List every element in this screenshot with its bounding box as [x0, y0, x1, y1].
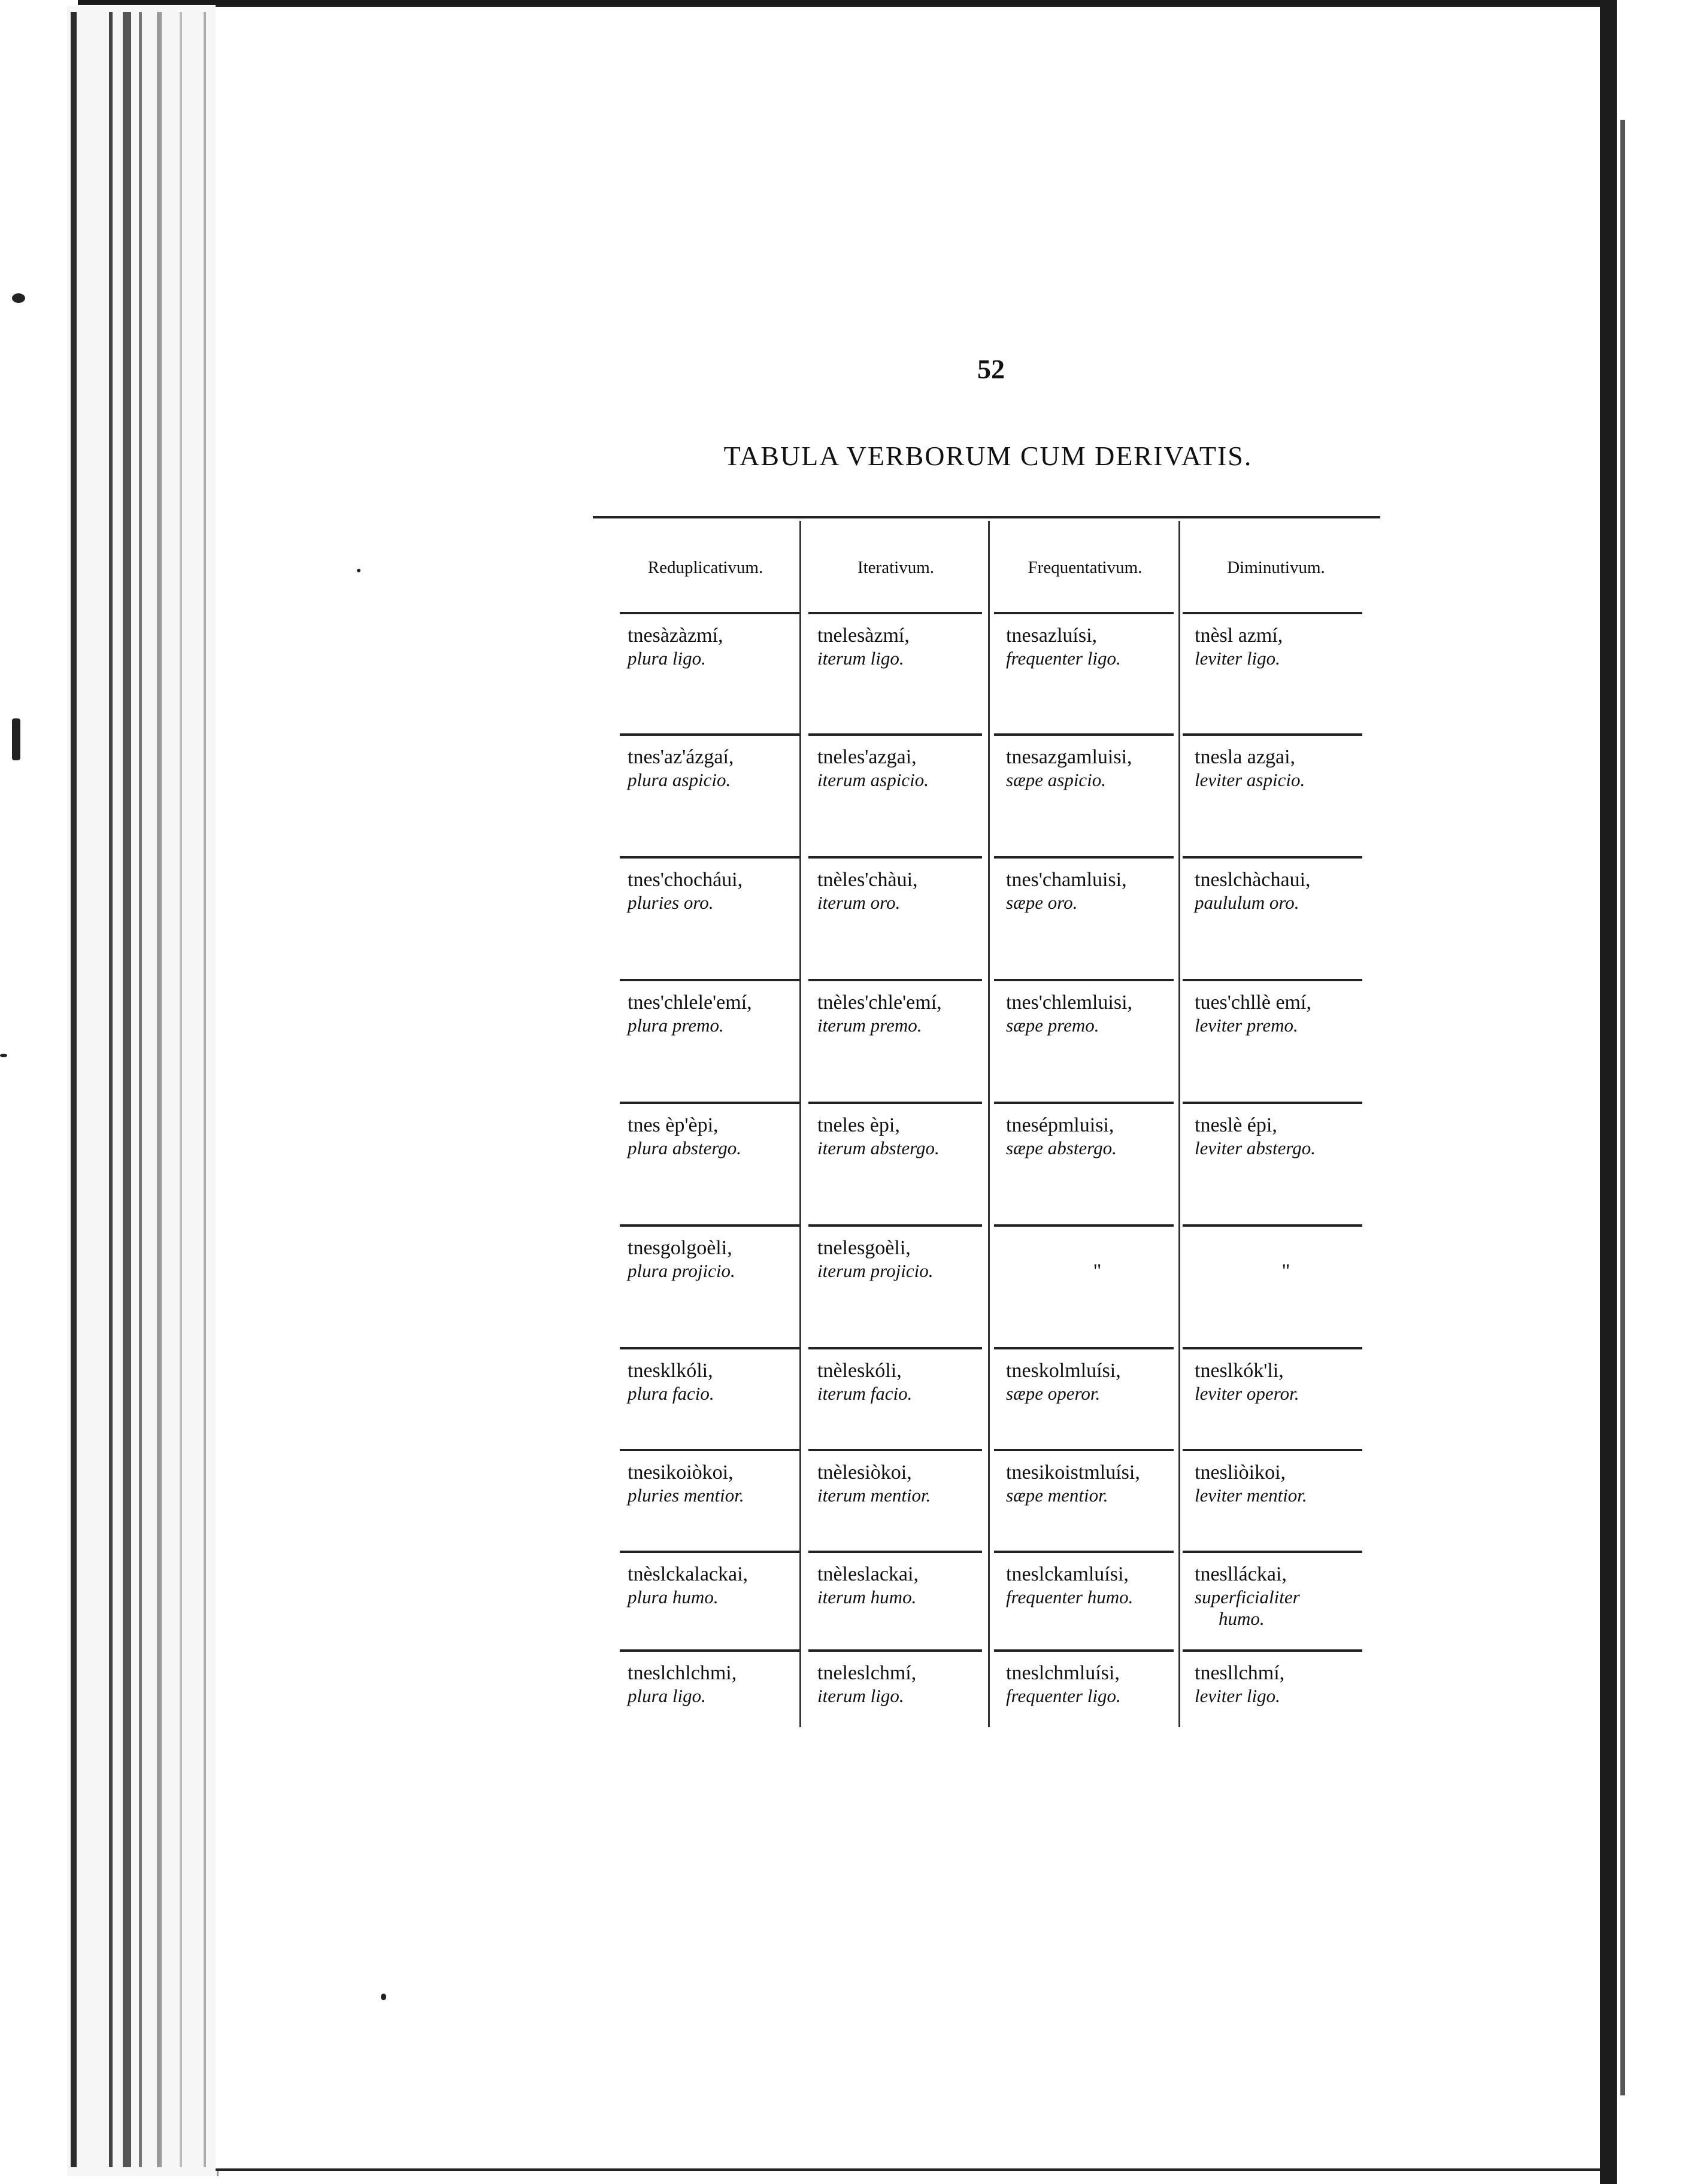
- table-cell: [1195, 1359, 1377, 1405]
- cell-gloss: iterum facio.: [817, 1383, 913, 1404]
- cell-word: tnèsl azmí,: [1195, 624, 1283, 647]
- cell-word: tnesliòikoi,: [1195, 1461, 1286, 1484]
- row-rule: [994, 733, 1174, 736]
- row-rule: [994, 1551, 1174, 1553]
- table-cell: [628, 624, 810, 669]
- cell-word: tnes'az'ázgaí,: [628, 746, 734, 768]
- table-cell: [1006, 1359, 1189, 1405]
- row-rule: [620, 1224, 799, 1227]
- row-rule: [620, 979, 799, 981]
- cell-word: tnes'chlele'emí,: [628, 991, 752, 1014]
- table-cell: [1195, 991, 1377, 1036]
- cell-word: tnèleskóli,: [817, 1360, 902, 1382]
- scan-speck: [12, 718, 20, 760]
- page-title: TABULA VERBORUM CUM DERIVATIS.: [723, 441, 1253, 471]
- cell-gloss: plura abstergo.: [628, 1138, 742, 1158]
- cell-word: tnesllchmí,: [1195, 1662, 1285, 1684]
- right-binding-shadow: [1600, 0, 1617, 2184]
- cell-word: tnesazluísi,: [1006, 624, 1098, 647]
- row-rule: [1183, 733, 1362, 736]
- cell-gloss: iterum premo.: [817, 1015, 922, 1036]
- table-cell: [817, 1236, 1000, 1282]
- cell-gloss: sæpe mentior.: [1006, 1485, 1108, 1506]
- table-cell: [628, 868, 810, 914]
- cell-gloss: leviter ligo.: [1195, 1685, 1280, 1706]
- row-rule: [994, 1649, 1174, 1652]
- cell-gloss: iterum aspicio.: [817, 769, 929, 790]
- cell-word: tneslchàchaui,: [1195, 869, 1311, 891]
- cell-gloss: plura ligo.: [628, 1685, 706, 1706]
- row-rule: [1183, 612, 1362, 614]
- cell-word: tneslè épi,: [1195, 1114, 1277, 1136]
- table-cell: [628, 1563, 810, 1608]
- cell-word: tnesgolgoèli,: [628, 1237, 732, 1259]
- cell-gloss: leviter operor.: [1195, 1383, 1299, 1404]
- row-rule: [994, 1449, 1174, 1451]
- row-rule: [994, 1347, 1174, 1349]
- row-rule: [808, 733, 982, 736]
- cell-word: tnesla azgai,: [1195, 746, 1296, 768]
- table-cell: [1195, 745, 1377, 791]
- page-edge-line: [71, 12, 77, 2167]
- row-rule: [1183, 856, 1362, 859]
- table-cell: [817, 1359, 1000, 1405]
- page-edge-line: [180, 12, 182, 2167]
- page-sheet: [216, 5, 1605, 2171]
- row-rule: [620, 1102, 799, 1104]
- cell-gloss: iterum abstergo.: [817, 1138, 940, 1158]
- table-cell: [1006, 1563, 1189, 1608]
- cell-gloss: plura ligo.: [628, 648, 706, 669]
- cell-word: tnesklkóli,: [628, 1360, 713, 1382]
- table-cell: [1195, 1461, 1377, 1506]
- table-cell: [817, 1563, 1000, 1608]
- table-cell: [1195, 1114, 1377, 1159]
- cell-gloss: plura facio.: [628, 1383, 714, 1404]
- row-rule: [808, 1449, 982, 1451]
- cell-word: tnesikoiòkoi,: [628, 1461, 734, 1484]
- row-rule: [994, 979, 1174, 981]
- table-cell: [817, 868, 1000, 914]
- cell-gloss: iterum humo.: [817, 1587, 917, 1607]
- scan-top-edge: [78, 0, 1611, 5]
- page-edge-line: [204, 12, 206, 2167]
- ditto-mark: ": [1281, 1260, 1290, 1282]
- cell-gloss: leviter ligo.: [1195, 648, 1280, 669]
- row-rule: [994, 1102, 1174, 1104]
- row-rule: [808, 1224, 982, 1227]
- cell-gloss: plura projicio.: [628, 1260, 735, 1281]
- row-rule: [620, 856, 799, 859]
- table-top-rule: [593, 516, 1380, 518]
- cell-word: tnelesgoèli,: [817, 1237, 911, 1259]
- cell-word: tnes'chlemluisi,: [1006, 991, 1133, 1014]
- column-header-frequentativum: Frequentativum.: [1028, 558, 1143, 577]
- cell-word: tnèleslackai,: [817, 1563, 919, 1585]
- cell-word: tnesàzàzmí,: [628, 624, 723, 647]
- cell-word: tnes èp'èpi,: [628, 1114, 719, 1136]
- table-cell: [1006, 1461, 1189, 1506]
- row-rule: [1183, 1347, 1362, 1349]
- row-rule: [1183, 1102, 1362, 1104]
- cell-word: tnesazgamluisi,: [1006, 746, 1132, 768]
- table-cell: [1195, 1563, 1377, 1630]
- cell-word: tneslláckai,: [1195, 1563, 1287, 1585]
- cell-word: tneles èpi,: [817, 1114, 900, 1136]
- cell-word: tneles'azgai,: [817, 746, 917, 768]
- table-cell: [1006, 1661, 1189, 1707]
- ditto-mark: ": [1093, 1260, 1102, 1282]
- book-fore-edge: [67, 6, 219, 2176]
- cell-word: tnes'chocháui,: [628, 869, 743, 891]
- page-edge-line: [157, 12, 162, 2167]
- page-edge-line: [109, 12, 113, 2167]
- table-cell: [817, 745, 1000, 791]
- cell-gloss: frequenter humo.: [1006, 1587, 1134, 1607]
- cell-word: tneleslchmí,: [817, 1662, 917, 1684]
- page-edge-line: [139, 12, 142, 2167]
- row-rule: [1183, 1224, 1362, 1227]
- table-cell: [1195, 1661, 1377, 1707]
- page-number: 52: [977, 354, 1005, 384]
- row-rule: [1183, 979, 1362, 981]
- table-cell: [1006, 1114, 1189, 1159]
- table-cell: [628, 1461, 810, 1506]
- cell-word: tneslkók'li,: [1195, 1360, 1284, 1382]
- cell-gloss: frequenter ligo.: [1006, 1685, 1121, 1706]
- cell-gloss: sæpe aspicio.: [1006, 769, 1107, 790]
- cell-gloss: plura premo.: [628, 1015, 724, 1036]
- table-cell: [628, 745, 810, 791]
- cell-word: tnèles'chle'emí,: [817, 991, 942, 1014]
- table-cell: [1195, 624, 1377, 669]
- cell-word: tnelesàzmí,: [817, 624, 910, 647]
- table-cell: [817, 1461, 1000, 1506]
- cell-gloss: iterum mentior.: [817, 1485, 931, 1506]
- cell-word: tneslckamluísi,: [1006, 1563, 1129, 1585]
- table-cell: [628, 1359, 810, 1405]
- row-rule: [620, 733, 799, 736]
- row-rule: [620, 1551, 799, 1553]
- cell-gloss: leviter abstergo.: [1195, 1138, 1316, 1158]
- column-header-reduplicativum: Reduplicativum.: [647, 558, 763, 577]
- cell-word: tues'chllè emí,: [1195, 991, 1311, 1014]
- row-rule: [994, 612, 1174, 614]
- cell-gloss: plura aspicio.: [628, 769, 731, 790]
- cell-gloss: sæpe oro.: [1006, 892, 1078, 913]
- scan-speck: [357, 569, 360, 572]
- cell-gloss: iterum ligo.: [817, 648, 904, 669]
- cell-gloss: sæpe abstergo.: [1006, 1138, 1117, 1158]
- cell-gloss: iterum ligo.: [817, 1685, 904, 1706]
- cell-word: tnèles'chàui,: [817, 869, 918, 891]
- cell-gloss: sæpe operor.: [1006, 1383, 1101, 1404]
- cell-gloss: leviter mentior.: [1195, 1485, 1307, 1506]
- cell-word: tneskolmluísi,: [1006, 1360, 1121, 1382]
- scan-speck: [12, 293, 25, 303]
- row-rule: [808, 612, 982, 614]
- row-rule: [808, 1649, 982, 1652]
- cell-gloss: sæpe premo.: [1006, 1015, 1099, 1036]
- table-cell: [1006, 624, 1189, 669]
- scan-speck: [381, 1994, 386, 2000]
- scan-speck: [0, 1054, 7, 1057]
- cell-gloss: plura humo.: [628, 1587, 719, 1607]
- row-rule: [808, 856, 982, 859]
- table-cell: [628, 1236, 810, 1282]
- cell-gloss: iterum oro.: [817, 892, 901, 913]
- row-rule: [808, 1102, 982, 1104]
- column-header-iterativum: Iterativum.: [857, 558, 935, 577]
- table-cell: [817, 1661, 1000, 1707]
- row-rule: [808, 1551, 982, 1553]
- right-binding-line: [1620, 120, 1625, 2095]
- table-cell: [1195, 1236, 1377, 1283]
- table-cell: [1006, 868, 1189, 914]
- row-rule: [1183, 1449, 1362, 1451]
- cell-gloss-continued: humo.: [1219, 1608, 1265, 1629]
- cell-word: tneslchlchmi,: [628, 1662, 737, 1684]
- table-cell: [817, 1114, 1000, 1159]
- table-cell: [1195, 868, 1377, 914]
- row-rule: [1183, 1551, 1362, 1553]
- cell-gloss: iterum projicio.: [817, 1260, 934, 1281]
- row-rule: [620, 1649, 799, 1652]
- table-cell: [1006, 745, 1189, 791]
- cell-word: tneslchmluísi,: [1006, 1662, 1120, 1684]
- cell-word: tnesikoistmluísi,: [1006, 1461, 1140, 1484]
- page-edge-line: [123, 12, 131, 2167]
- cell-word: tnèlesiòkoi,: [817, 1461, 912, 1484]
- cell-gloss: pluries oro.: [628, 892, 714, 913]
- row-rule: [808, 1347, 982, 1349]
- table-cell: [817, 624, 1000, 669]
- row-rule: [620, 612, 799, 614]
- table-cell: [628, 1661, 810, 1707]
- cell-gloss: paululum oro.: [1195, 892, 1299, 913]
- table-cell: [1006, 991, 1189, 1036]
- cell-gloss: leviter aspicio.: [1195, 769, 1305, 790]
- table-cell: [628, 1114, 810, 1159]
- table-cell: [817, 991, 1000, 1036]
- row-rule: [620, 1449, 799, 1451]
- cell-word: tnes'chamluisi,: [1006, 869, 1127, 891]
- table-cell: [1006, 1236, 1189, 1283]
- table-cell: [628, 991, 810, 1036]
- row-rule: [808, 979, 982, 981]
- row-rule: [994, 1224, 1174, 1227]
- cell-gloss: leviter premo.: [1195, 1015, 1298, 1036]
- cell-word: tnesépmluisi,: [1006, 1114, 1114, 1136]
- column-header-diminutivum: Diminutivum.: [1227, 558, 1325, 577]
- cell-gloss: superficialiter: [1195, 1587, 1300, 1607]
- cell-word: tnèslckalackai,: [628, 1563, 749, 1585]
- row-rule: [994, 856, 1174, 859]
- cell-gloss: frequenter ligo.: [1006, 648, 1121, 669]
- row-rule: [1183, 1649, 1362, 1652]
- cell-gloss: pluries mentior.: [628, 1485, 744, 1506]
- row-rule: [620, 1347, 799, 1349]
